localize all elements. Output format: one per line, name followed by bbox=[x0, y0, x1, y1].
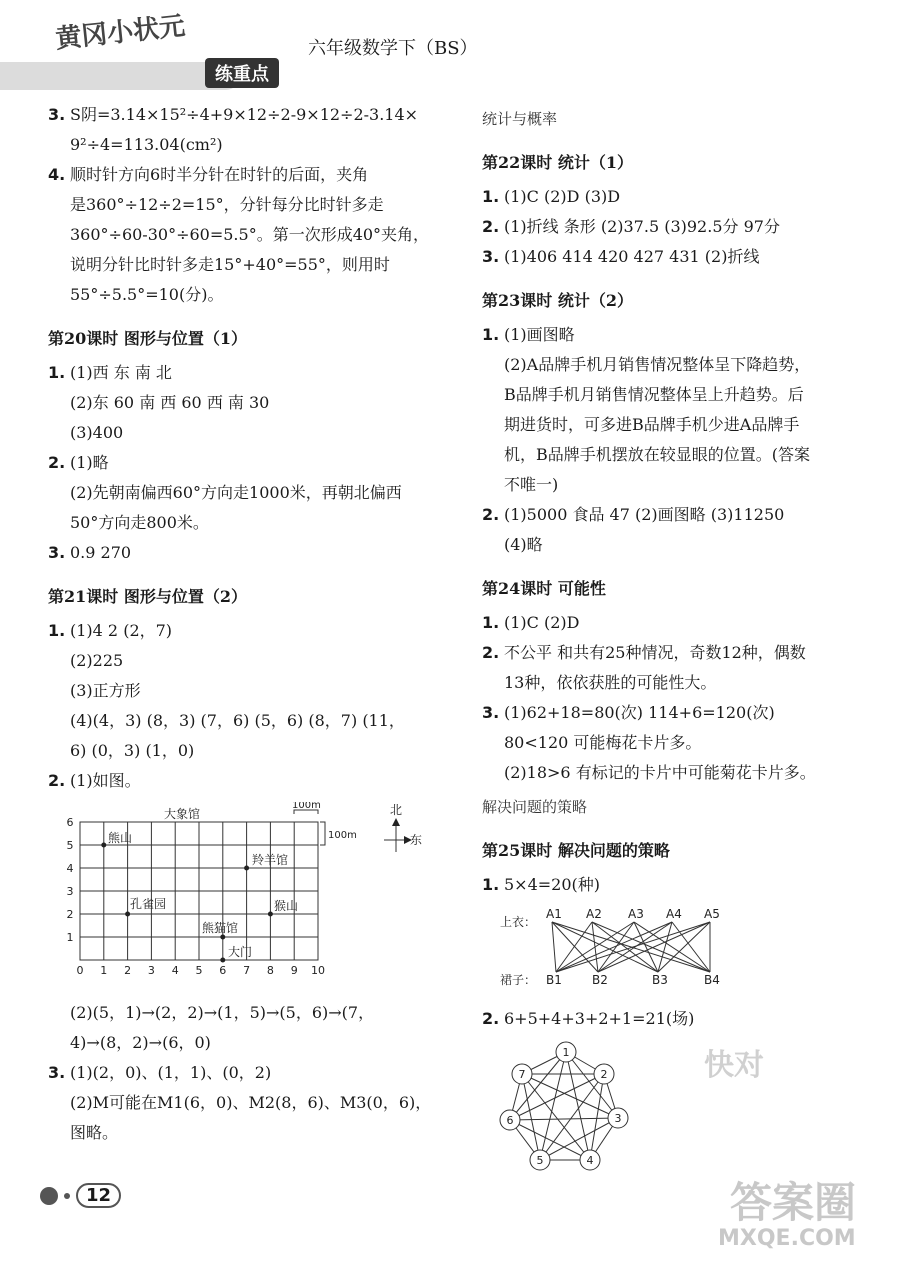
compass-north: 北 bbox=[390, 803, 403, 817]
answer-item: 1. (1)西 东 南 北 (2)东 60 南 西 60 西 南 30 (3)400 bbox=[48, 358, 448, 448]
item-number: 2. bbox=[48, 771, 66, 790]
item-number: 1. bbox=[482, 187, 500, 206]
svg-text:A1: A1 bbox=[546, 907, 562, 921]
svg-text:3: 3 bbox=[614, 1112, 622, 1125]
svg-text:6: 6 bbox=[219, 964, 227, 977]
svg-text:7: 7 bbox=[518, 1068, 526, 1081]
answer-item: 1. (1)C (2)D bbox=[482, 608, 874, 638]
svg-text:6: 6 bbox=[506, 1114, 514, 1127]
lesson-title: 第24课时 可能性 bbox=[482, 579, 606, 598]
matching-svg bbox=[482, 906, 722, 988]
right-column bbox=[482, 100, 874, 1196]
answer-item: 3. (1)(2，0)、(1，1)、(0，2) (2)M可能在M1(6，0)、M2(8，6)、M3(0，6)， 图略。 bbox=[48, 1058, 448, 1148]
svg-text:5: 5 bbox=[66, 839, 74, 852]
svg-text:2: 2 bbox=[66, 908, 74, 921]
lesson-title: 第25课时 解决问题的策略 bbox=[482, 841, 670, 860]
grid-label: 熊山 bbox=[108, 831, 133, 845]
compass-east: 东 bbox=[410, 833, 423, 847]
item-number: 3. bbox=[48, 1063, 66, 1082]
answer-item: 3. S阴=3.14×15²÷4+9×12÷2-9×12÷2-3.14× 9²÷4=113.04(cm²) bbox=[48, 100, 448, 160]
item-number: 1. bbox=[482, 875, 500, 894]
svg-text:1: 1 bbox=[100, 964, 108, 977]
svg-text:B2: B2 bbox=[592, 973, 608, 987]
answer-item: 3. (1)406 414 420 427 431 (2)折线 bbox=[482, 242, 874, 272]
matching-figure bbox=[482, 906, 874, 998]
grid-label: 猴山 bbox=[274, 899, 299, 913]
page-footer bbox=[40, 1183, 121, 1208]
scale-label: 100m bbox=[328, 830, 357, 841]
item-number: 1. bbox=[48, 621, 66, 640]
item-number: 2. bbox=[48, 453, 66, 472]
zoo-grid-svg bbox=[48, 802, 438, 982]
answer-item: 2. 不公平 和共有25种情况，奇数12种，偶数 13种，依依获胜的可能性大。 bbox=[482, 638, 874, 698]
category-title: 统计与概率 bbox=[482, 110, 558, 128]
svg-text:1: 1 bbox=[66, 931, 74, 944]
round-robin-svg bbox=[482, 1040, 642, 1180]
grid-label: 大象馆 bbox=[164, 807, 201, 821]
round-robin-figure bbox=[482, 1040, 874, 1190]
scale-label: 100m bbox=[292, 802, 321, 811]
svg-text:A3: A3 bbox=[628, 907, 644, 921]
svg-text:8: 8 bbox=[266, 964, 274, 977]
svg-text:6: 6 bbox=[66, 816, 74, 829]
item-number: 2. bbox=[482, 643, 500, 662]
item-number: 2. bbox=[482, 1009, 500, 1028]
svg-text:A2: A2 bbox=[586, 907, 602, 921]
tops-label: 上衣： bbox=[500, 915, 537, 929]
brand-subtitle: 练重点 bbox=[205, 58, 279, 88]
answer-item: 2. (1)如图。 bbox=[48, 766, 448, 796]
svg-text:4: 4 bbox=[66, 862, 74, 875]
svg-text:3: 3 bbox=[66, 885, 74, 898]
item-number: 1. bbox=[482, 613, 500, 632]
watermark-url: MXQE.COM bbox=[718, 1226, 856, 1251]
watermark-daanquan: 答案圈 bbox=[730, 1178, 857, 1227]
answer-item: 2. (1)折线 条形 (2)37.5 (3)92.5分 97分 bbox=[482, 212, 874, 242]
svg-text:2: 2 bbox=[600, 1068, 608, 1081]
answer-item: 4. 顺时针方向6时半分针在时针的后面，夹角 是360°÷12÷2=15°，分针每分比时针多走 360°÷60-30°÷60=5.5°。第一次形成40°夹角， 说明分针比时针多走15°+40°=55°，则用时 55°÷5.5°=10(分)。 bbox=[48, 160, 448, 310]
item-number: 1. bbox=[482, 325, 500, 344]
lesson-title: 第23课时 统计（2） bbox=[482, 291, 633, 310]
answer-item: 3. (1)62+18=80(次) 114+6=120(次) 80<120 可能梅花卡片多。 (2)18>6 有标记的卡片中可能菊花卡片多。 bbox=[482, 698, 874, 788]
item-number: 3. bbox=[48, 105, 66, 124]
svg-text:1: 1 bbox=[562, 1046, 570, 1059]
item-number: 4. bbox=[48, 165, 66, 184]
svg-text:B1: B1 bbox=[546, 973, 562, 987]
item-number: 3. bbox=[48, 543, 66, 562]
page-header-title: 六年级数学下（BS） bbox=[308, 38, 478, 59]
svg-text:2: 2 bbox=[124, 964, 132, 977]
answer-item: 3. 0.9 270 bbox=[48, 538, 448, 568]
left-column: 3. S阴=3.14×15²÷4+9×12÷2-9×12÷2-3.14× 9²÷4=113.04(cm²) 4. 顺时针方向6时半分针在时针的后面，夹角 是360°÷12÷2=15°，分针每分比时针多走 360°÷60-30°÷60=5.5°。第一次形成40°夹角， 说明分针比时针多走15°+40°=55°，则用时 55°÷5.5°=10(分)。 第20课时 图形与位置（1） 1. (1)西 东 南 北 (2)东 60 南 西 60 西 南 30 (3)400 2. (1)略 (2)先朝南偏西60°方向走1000米，再朝北偏西 50°方向走800米。 3. 0.9 270 第21课时 图形与位置（2） 1. (1)4 2 (2，7) (2)225 (3)正方形 (4)(4，3) (8，3) (7，6) (5，6) (8，7) (11， 6) (0，3) (1，0) 2. (1)如图。 大象馆 熊山 羚羊馆 孔雀园 猴山 熊猫馆 大门 100m 100m 北 东 0 1 2 3 4 5 6 7 8 9 10 1 2 3 4 5 6 (2)(5，1)→(2，2)→(1，5)→(5，6)→(7， 4)→(8，2)→(6，0) 3. (1)(2，0)、(1，1)、(0，2) (2)M可能在M1(6，0)、M2(8，6)、M3(0，6)， 图略。 bbox=[48, 100, 448, 1148]
grid-label: 大门 bbox=[228, 945, 253, 959]
skirts-label: 裙子： bbox=[500, 973, 537, 987]
answer-item: 2. 6+5+4+3+2+1=21(场) bbox=[482, 1004, 874, 1034]
item-number: 2. bbox=[482, 505, 500, 524]
item-number: 1. bbox=[48, 363, 66, 382]
svg-text:A5: A5 bbox=[704, 907, 720, 921]
svg-text:9: 9 bbox=[290, 964, 298, 977]
svg-text:A4: A4 bbox=[666, 907, 682, 921]
page-header bbox=[0, 0, 900, 100]
item-number: 3. bbox=[482, 703, 500, 722]
grid-label: 羚羊馆 bbox=[252, 853, 289, 867]
svg-text:B4: B4 bbox=[704, 973, 720, 987]
footer-dot-icon bbox=[40, 1187, 58, 1205]
svg-text:B3: B3 bbox=[652, 973, 668, 987]
answer-item: 1. (1)4 2 (2，7) (2)225 (3)正方形 (4)(4，3) (8，3) (7，6) (5，6) (8，7) (11， 6) (0，3) (1，0) bbox=[48, 616, 448, 766]
lesson-title: 第22课时 统计（1） bbox=[482, 153, 633, 172]
answer-item: 2. (1)5000 食品 47 (2)画图略 (3)11250 (4)略 bbox=[482, 500, 874, 560]
category-title: 解决问题的策略 bbox=[482, 798, 588, 816]
svg-text:10: 10 bbox=[311, 964, 325, 977]
footer-small-dot-icon bbox=[64, 1193, 70, 1199]
lesson-title: 第21课时 图形与位置（2） bbox=[48, 587, 247, 606]
svg-text:4: 4 bbox=[171, 964, 179, 977]
page-number: 12 bbox=[76, 1183, 121, 1208]
answer-item: 1. (1)C (2)D (3)D bbox=[482, 182, 874, 212]
svg-text:4: 4 bbox=[586, 1154, 594, 1167]
brand-logo: 黄冈小状元 bbox=[54, 11, 187, 55]
zoo-grid-figure bbox=[48, 802, 448, 992]
item-number: 3. bbox=[482, 247, 500, 266]
svg-text:0: 0 bbox=[76, 964, 84, 977]
answer-item: 1. 5×4=20(种) bbox=[482, 870, 874, 900]
svg-text:3: 3 bbox=[147, 964, 155, 977]
item-number: 2. bbox=[482, 217, 500, 236]
grid-label: 孔雀园 bbox=[130, 897, 167, 911]
lesson-title: 第20课时 图形与位置（1） bbox=[48, 329, 247, 348]
header-band bbox=[0, 62, 240, 90]
answer-item: 1. (1)画图略 (2)A品牌手机月销售情况整体呈下降趋势， B品牌手机月销售情况整体呈上升趋势。后 期进货时，可多进B品牌手机少进A品牌手 机，B品牌手机摆放在较显眼的位置。(答案 不唯一) bbox=[482, 320, 874, 500]
svg-text:7: 7 bbox=[243, 964, 251, 977]
watermark-kuaidui: 快对 bbox=[704, 1048, 764, 1083]
answer-item: 2. (1)略 (2)先朝南偏西60°方向走1000米，再朝北偏西 50°方向走800米。 bbox=[48, 448, 448, 538]
svg-text:5: 5 bbox=[536, 1154, 544, 1167]
svg-text:5: 5 bbox=[195, 964, 203, 977]
grid-label: 熊猫馆 bbox=[202, 921, 239, 935]
